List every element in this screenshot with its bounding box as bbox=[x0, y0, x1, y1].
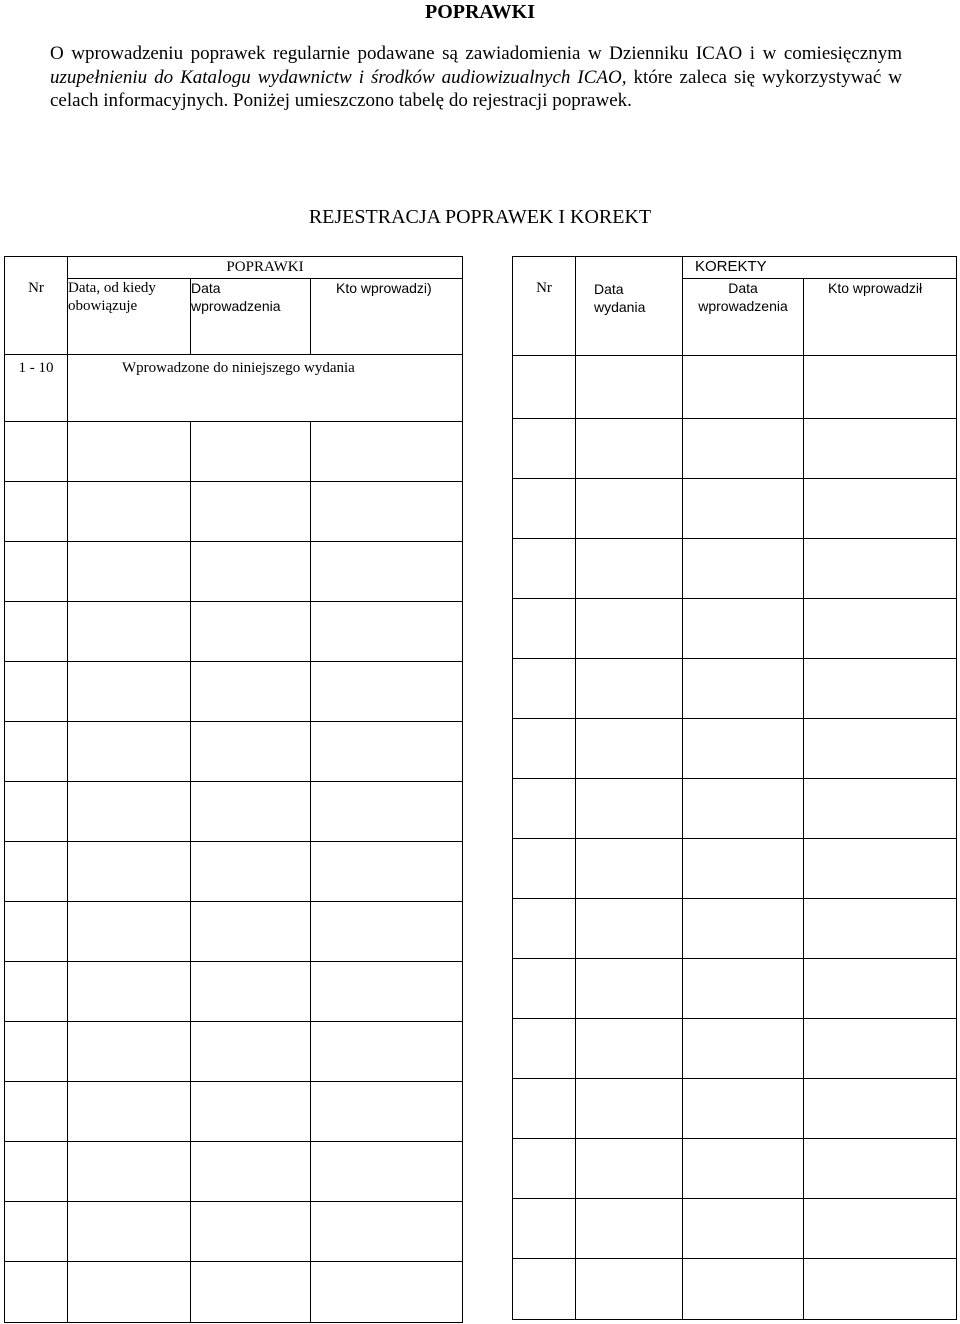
cell[interactable] bbox=[513, 658, 576, 718]
cell[interactable] bbox=[5, 842, 68, 902]
poprawki-nr-header-top bbox=[5, 257, 68, 279]
cell[interactable] bbox=[68, 662, 191, 722]
poprawki-col-data-wprowadzenia: Data wprowadzenia bbox=[191, 279, 311, 355]
cell[interactable] bbox=[576, 898, 683, 958]
table-row bbox=[5, 422, 463, 482]
poprawki-group-header: POPRAWKI bbox=[68, 257, 463, 279]
cell[interactable] bbox=[311, 1202, 463, 1262]
cell[interactable] bbox=[576, 1078, 683, 1138]
table-row bbox=[513, 1018, 957, 1078]
korekty-col-kto: Kto wprowadził bbox=[804, 279, 957, 356]
cell[interactable] bbox=[683, 718, 804, 778]
cell[interactable] bbox=[5, 482, 68, 542]
cell[interactable] bbox=[311, 422, 463, 482]
korekty-nr-header-top bbox=[513, 257, 576, 279]
cell[interactable] bbox=[513, 1198, 576, 1258]
cell[interactable] bbox=[311, 1142, 463, 1202]
cell[interactable] bbox=[68, 1202, 191, 1262]
cell[interactable] bbox=[191, 1202, 311, 1262]
cell[interactable] bbox=[513, 778, 576, 838]
table-row bbox=[5, 902, 463, 962]
poprawki-first-row-text: Wprowadzone do niniejszego wydania bbox=[68, 355, 463, 422]
cell[interactable] bbox=[68, 422, 191, 482]
cell[interactable] bbox=[804, 898, 957, 958]
cell[interactable] bbox=[576, 1198, 683, 1258]
cell[interactable] bbox=[311, 1022, 463, 1082]
korekty-col-data-wprowadzenia: Data wprowadzenia bbox=[683, 279, 804, 356]
table-row bbox=[513, 1258, 957, 1319]
cell[interactable] bbox=[683, 958, 804, 1018]
table-row bbox=[5, 602, 463, 662]
cell[interactable] bbox=[576, 598, 683, 658]
poprawki-col-data-obowiazuje: Data, od kiedy obowiązuje bbox=[68, 279, 191, 355]
cell[interactable] bbox=[191, 1262, 311, 1323]
table-row bbox=[513, 898, 957, 958]
cell[interactable] bbox=[576, 778, 683, 838]
cell[interactable] bbox=[5, 1142, 68, 1202]
cell[interactable] bbox=[683, 1258, 804, 1319]
cell[interactable] bbox=[804, 1018, 957, 1078]
cell[interactable] bbox=[513, 1138, 576, 1198]
cell[interactable] bbox=[683, 1078, 804, 1138]
korekty-group-header: KOREKTY bbox=[683, 257, 957, 279]
cell[interactable] bbox=[513, 1078, 576, 1138]
cell[interactable] bbox=[683, 1018, 804, 1078]
cell[interactable] bbox=[804, 718, 957, 778]
table-row bbox=[5, 842, 463, 902]
cell[interactable] bbox=[5, 542, 68, 602]
cell[interactable] bbox=[576, 478, 683, 538]
cell[interactable] bbox=[191, 962, 311, 1022]
cell[interactable] bbox=[68, 542, 191, 602]
cell[interactable] bbox=[311, 962, 463, 1022]
cell[interactable] bbox=[576, 418, 683, 478]
cell[interactable] bbox=[68, 1262, 191, 1323]
table-row bbox=[513, 418, 957, 478]
cell[interactable] bbox=[804, 1258, 957, 1319]
table-row bbox=[5, 1202, 463, 1262]
cell[interactable] bbox=[804, 778, 957, 838]
cell[interactable] bbox=[191, 1082, 311, 1142]
cell[interactable] bbox=[513, 418, 576, 478]
table-row bbox=[5, 782, 463, 842]
table-row bbox=[513, 658, 957, 718]
cell[interactable] bbox=[576, 958, 683, 1018]
cell[interactable] bbox=[513, 958, 576, 1018]
cell[interactable] bbox=[191, 902, 311, 962]
table-row bbox=[5, 482, 463, 542]
page-title: POPRAWKI bbox=[425, 1, 535, 23]
cell[interactable] bbox=[311, 1262, 463, 1323]
cell[interactable] bbox=[683, 478, 804, 538]
korekty-data-wydania-header-top bbox=[576, 257, 683, 279]
cell[interactable] bbox=[683, 598, 804, 658]
cell[interactable] bbox=[5, 962, 68, 1022]
cell[interactable] bbox=[683, 898, 804, 958]
table-row bbox=[5, 962, 463, 1022]
cell[interactable] bbox=[191, 782, 311, 842]
table-row bbox=[5, 662, 463, 722]
table-row bbox=[513, 598, 957, 658]
cell[interactable] bbox=[5, 902, 68, 962]
cell[interactable] bbox=[683, 538, 804, 598]
cell[interactable] bbox=[576, 1138, 683, 1198]
poprawki-first-row-nr: 1 - 10 bbox=[5, 355, 68, 422]
intro-text-2: które zaleca się wykorzystywać w celach informacyjnych. Poniżej umieszczono tabelę do rejestracji poprawek. bbox=[50, 66, 902, 111]
table-row bbox=[513, 778, 957, 838]
cell[interactable] bbox=[5, 1082, 68, 1142]
cell[interactable] bbox=[513, 1258, 576, 1319]
cell[interactable] bbox=[683, 838, 804, 898]
cell[interactable] bbox=[191, 722, 311, 782]
cell[interactable] bbox=[804, 1078, 957, 1138]
cell[interactable] bbox=[68, 722, 191, 782]
table-row bbox=[5, 1022, 463, 1082]
cell[interactable] bbox=[804, 658, 957, 718]
cell[interactable] bbox=[191, 842, 311, 902]
table-row bbox=[513, 838, 957, 898]
cell[interactable] bbox=[68, 842, 191, 902]
cell[interactable] bbox=[68, 1142, 191, 1202]
cell[interactable] bbox=[576, 538, 683, 598]
korekty-col-data-wydania: Data wydania bbox=[576, 279, 683, 356]
cell[interactable] bbox=[191, 1022, 311, 1082]
cell[interactable] bbox=[513, 718, 576, 778]
table-row bbox=[5, 1262, 463, 1323]
cell[interactable] bbox=[683, 778, 804, 838]
cell[interactable] bbox=[683, 418, 804, 478]
cell[interactable] bbox=[513, 538, 576, 598]
cell[interactable] bbox=[5, 422, 68, 482]
cell[interactable] bbox=[513, 355, 576, 418]
cell[interactable] bbox=[576, 838, 683, 898]
cell[interactable] bbox=[804, 538, 957, 598]
cell[interactable] bbox=[68, 482, 191, 542]
table-row bbox=[5, 1142, 463, 1202]
cell[interactable] bbox=[576, 718, 683, 778]
table-row bbox=[513, 1198, 957, 1258]
cell[interactable] bbox=[68, 602, 191, 662]
cell[interactable] bbox=[191, 422, 311, 482]
korekty-col-nr: Nr bbox=[513, 279, 576, 356]
cell[interactable] bbox=[576, 355, 683, 418]
cell[interactable] bbox=[683, 355, 804, 418]
cell[interactable] bbox=[683, 1198, 804, 1258]
cell[interactable] bbox=[311, 782, 463, 842]
cell[interactable] bbox=[191, 482, 311, 542]
intro-text-1: O wprowadzeniu poprawek regularnie podawane są zawiadomienia w Dzienniku ICAO i w comiesięcznym bbox=[50, 43, 902, 64]
cell[interactable] bbox=[576, 658, 683, 718]
cell[interactable] bbox=[311, 902, 463, 962]
cell[interactable] bbox=[804, 598, 957, 658]
table-row bbox=[513, 958, 957, 1018]
table-row bbox=[513, 355, 957, 418]
cell[interactable] bbox=[68, 1082, 191, 1142]
cell[interactable] bbox=[5, 782, 68, 842]
cell[interactable] bbox=[68, 962, 191, 1022]
cell[interactable] bbox=[683, 658, 804, 718]
cell[interactable] bbox=[804, 418, 957, 478]
cell[interactable] bbox=[576, 1258, 683, 1319]
cell[interactable] bbox=[5, 1022, 68, 1082]
cell[interactable] bbox=[68, 902, 191, 962]
cell[interactable] bbox=[804, 478, 957, 538]
intro-italic: uzupełnieniu do Katalogu wydawnictw i środków audiowizualnych ICAO, bbox=[50, 66, 627, 88]
cell[interactable] bbox=[311, 482, 463, 542]
korekty-table bbox=[512, 256, 957, 1320]
cell[interactable] bbox=[513, 838, 576, 898]
cell[interactable] bbox=[68, 1022, 191, 1082]
cell[interactable] bbox=[804, 838, 957, 898]
cell[interactable] bbox=[513, 478, 576, 538]
cell[interactable] bbox=[5, 722, 68, 782]
table-row bbox=[513, 1078, 957, 1138]
table-row bbox=[5, 722, 463, 782]
cell[interactable] bbox=[576, 1018, 683, 1078]
cell[interactable] bbox=[68, 782, 191, 842]
table-row bbox=[513, 718, 957, 778]
table-row bbox=[5, 542, 463, 602]
table-row bbox=[513, 538, 957, 598]
cell[interactable] bbox=[5, 1202, 68, 1262]
cell[interactable] bbox=[5, 1262, 68, 1323]
cell[interactable] bbox=[191, 1142, 311, 1202]
cell[interactable] bbox=[311, 722, 463, 782]
cell[interactable] bbox=[513, 598, 576, 658]
intro-paragraph bbox=[50, 42, 902, 113]
cell[interactable] bbox=[311, 842, 463, 902]
poprawki-col-kto: Kto wprowadzi) bbox=[311, 279, 463, 355]
cell[interactable] bbox=[311, 542, 463, 602]
poprawki-table bbox=[4, 256, 463, 1323]
table-row bbox=[513, 478, 957, 538]
cell[interactable] bbox=[311, 662, 463, 722]
cell[interactable] bbox=[311, 602, 463, 662]
poprawki-col-nr: Nr bbox=[5, 279, 68, 355]
cell[interactable] bbox=[683, 1138, 804, 1198]
cell[interactable] bbox=[311, 1082, 463, 1142]
cell[interactable] bbox=[804, 1138, 957, 1198]
cell[interactable] bbox=[5, 662, 68, 722]
cell[interactable] bbox=[191, 602, 311, 662]
cell[interactable] bbox=[804, 958, 957, 1018]
cell[interactable] bbox=[513, 1018, 576, 1078]
cell[interactable] bbox=[5, 602, 68, 662]
table-row bbox=[5, 1082, 463, 1142]
cell[interactable] bbox=[804, 355, 957, 418]
table-row bbox=[513, 1138, 957, 1198]
cell[interactable] bbox=[191, 542, 311, 602]
cell[interactable] bbox=[804, 1198, 957, 1258]
cell[interactable] bbox=[191, 662, 311, 722]
cell[interactable] bbox=[513, 898, 576, 958]
table-title: REJESTRACJA POPRAWEK I KOREKT bbox=[308, 206, 652, 228]
